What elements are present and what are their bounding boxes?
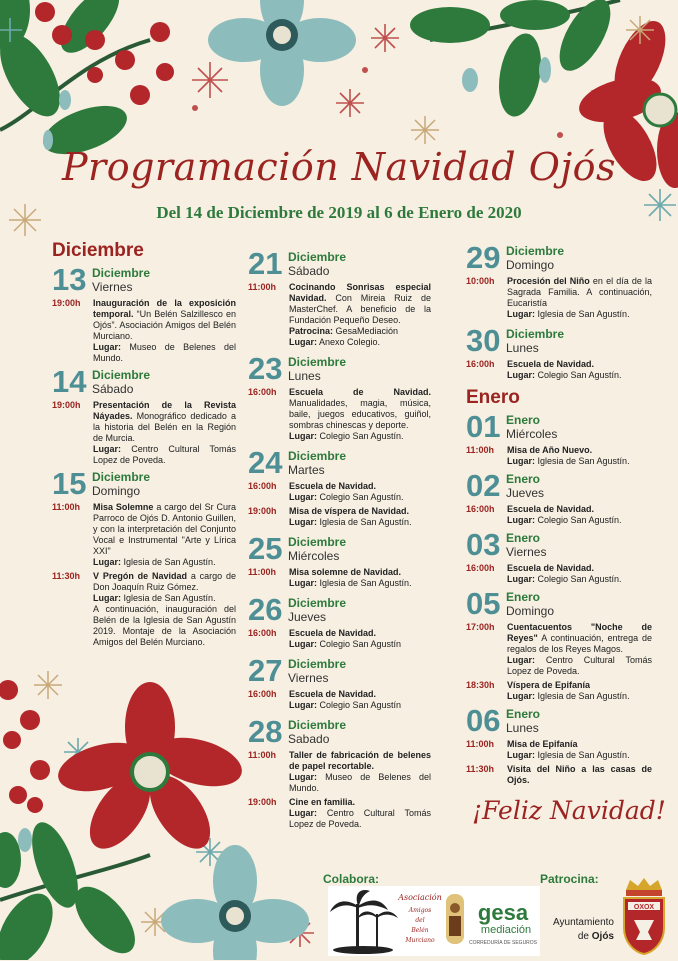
- svg-text:del: del: [415, 917, 425, 924]
- event-time: 11:00h: [466, 445, 495, 455]
- event-title: Presentación de la Revista Náyades.: [93, 400, 236, 421]
- day-name: Sábado: [92, 382, 134, 396]
- day-block: [248, 531, 431, 589]
- event-text: [507, 445, 630, 467]
- event-extra: A continuación, inauguración del Belén de la Iglesia de San Agustín 2019. Montaje de la Asociación Amigos del Belén Murciano.: [93, 604, 236, 647]
- event-lugar: Centro Cultural Tomás Lopez de Poveda.: [289, 808, 431, 829]
- day-block: [52, 466, 236, 648]
- event-row: [466, 680, 652, 702]
- day-month: Diciembre: [288, 355, 347, 369]
- day-month: Diciembre: [288, 596, 347, 610]
- event-description: Manualidades, magia, música, baile, juegos educativos, guiñol, sombras chinescas y deporte.: [289, 398, 431, 430]
- day-info: [506, 589, 554, 618]
- event-lugar-label: Lugar:: [289, 700, 317, 710]
- event-time: 17:00h: [466, 622, 495, 632]
- day-number: 24: [248, 445, 283, 480]
- column-2: [248, 246, 431, 830]
- event-time: 11:00h: [466, 739, 495, 749]
- day-name: Lunes: [506, 341, 539, 355]
- event-time: 16:00h: [466, 504, 495, 514]
- event-lugar: Iglesia de San Agustín.: [121, 593, 216, 603]
- day-info: [506, 326, 564, 355]
- svg-text:CORREDURÍA DE SEGUROS: CORREDURÍA DE SEGUROS: [468, 940, 538, 946]
- day-name: Sabado: [288, 732, 330, 746]
- day-month: Diciembre: [288, 718, 347, 732]
- day-block: [248, 351, 431, 442]
- day-info: [288, 534, 346, 563]
- event-lugar-label: Lugar:: [289, 578, 317, 588]
- day-info: [92, 469, 150, 498]
- day-info: [288, 249, 346, 278]
- day-info: [506, 530, 546, 559]
- event-text: [507, 680, 630, 702]
- day-number: 02: [466, 468, 501, 503]
- event-row: [466, 739, 652, 761]
- day-name: Viernes: [506, 545, 547, 559]
- event-row: [466, 276, 652, 320]
- town-crest-icon: [618, 876, 670, 956]
- svg-text:mediación: mediación: [480, 924, 532, 936]
- day-block: [466, 240, 653, 320]
- svg-text:Belén: Belén: [411, 927, 429, 934]
- event-title: V Pregón de Navidad: [93, 571, 187, 581]
- day-header: [248, 592, 431, 627]
- event-row: [248, 750, 431, 794]
- day-header: [248, 445, 431, 480]
- event-text: [289, 750, 431, 794]
- event-lugar: Anexo Colegio.: [317, 337, 381, 347]
- day-number: 03: [466, 527, 501, 562]
- day-name: Viernes: [92, 280, 133, 294]
- top-teal-flower: [208, 0, 356, 106]
- event-title: Escuela de Navidad.: [507, 359, 595, 369]
- event-text: [507, 359, 622, 381]
- day-name: Miércoles: [288, 549, 340, 563]
- svg-text:Amigos: Amigos: [408, 907, 432, 914]
- day-info: [288, 448, 346, 477]
- event-row: [466, 764, 652, 786]
- event-row: [248, 567, 431, 589]
- event-title: Escuela de Navidad.: [289, 689, 377, 699]
- day-number: 21: [248, 246, 283, 281]
- day-number: 06: [466, 703, 501, 738]
- event-description: en el día de la Sagrada Familia. A continuación, Eucaristía: [507, 276, 653, 308]
- event-lugar-label: Lugar:: [507, 691, 535, 701]
- event-text: [93, 502, 236, 568]
- day-month: Diciembre: [92, 266, 151, 280]
- event-title: Escuela de Navidad.: [289, 628, 377, 638]
- event-text: [93, 400, 236, 466]
- day-name: Lunes: [506, 721, 539, 735]
- event-lugar: Colegio San Agustín: [317, 700, 402, 710]
- day-header: [52, 466, 236, 501]
- event-time: 19:00h: [248, 797, 277, 807]
- day-month: Enero: [506, 531, 541, 545]
- event-lugar-label: Lugar:: [507, 456, 535, 466]
- ayuntamiento-line2-prefix: de: [577, 931, 592, 942]
- bottom-left-berries: [0, 680, 50, 813]
- event-description: a cargo del Sr Cura Parroco de Ojós D. Antonio Guillen, y con la interpretación del Conjunto Vocal e Instrumental "Arte y Lírica XXI": [93, 502, 236, 556]
- event-lugar-label: Lugar:: [93, 557, 121, 567]
- day-block: [248, 246, 431, 348]
- day-month: Diciembre: [92, 368, 151, 382]
- event-row: [52, 571, 236, 648]
- event-title: Víspera de Epifanía: [507, 680, 591, 690]
- event-title: Cuentacuentos "Noche de Reyes": [507, 622, 652, 643]
- event-text: [289, 628, 401, 650]
- day-block: [248, 445, 431, 528]
- event-lugar-label: Lugar:: [507, 655, 535, 665]
- day-block: [52, 262, 236, 364]
- top-left-leaves: [0, 0, 150, 164]
- day-number: 25: [248, 531, 283, 566]
- feliz-navidad: ¡Feliz Navidad!: [472, 796, 666, 825]
- day-block: [248, 592, 431, 650]
- event-description: Monográfico dedicado a la historia del Belén en la Región de Murcia.: [93, 411, 236, 443]
- event-text: [289, 481, 404, 503]
- day-name: Domingo: [506, 604, 555, 618]
- day-block: [466, 409, 652, 467]
- day-month: Diciembre: [288, 449, 347, 463]
- event-title: Visita del Niño a las casas de Ojós.: [507, 764, 652, 785]
- event-lugar: Iglesia de San Agustín.: [535, 456, 630, 466]
- logos-graphic: [328, 886, 540, 956]
- day-block: [466, 468, 652, 526]
- colabora-label: Colabora:: [323, 872, 380, 886]
- day-month: Enero: [506, 707, 541, 721]
- event-time: 11:00h: [248, 282, 277, 292]
- event-title: Misa de víspera de Navidad.: [289, 506, 410, 516]
- day-month: Diciembre: [288, 657, 347, 671]
- event-title: Cocinando Sonrisas especial Navidad.: [289, 282, 431, 303]
- day-number: 30: [466, 323, 501, 358]
- ayuntamiento-label: [542, 916, 614, 944]
- event-time: 11:30h: [466, 764, 495, 774]
- event-row: [466, 445, 652, 467]
- nativity-logo-icon: [446, 894, 464, 944]
- event-time: 16:00h: [466, 563, 495, 573]
- day-info: [288, 354, 346, 383]
- day-month: Diciembre: [506, 327, 565, 341]
- month-heading-january: Enero: [466, 387, 520, 408]
- event-text: [93, 298, 236, 364]
- event-time: 19:00h: [52, 298, 81, 308]
- event-lugar: Colegio San Agustín.: [535, 574, 622, 584]
- event-title: Cine en familia.: [289, 797, 356, 807]
- event-description: “Un Belén Salzillesco en Ojós”. Asociación Amigos del Belén Murciano.: [93, 309, 236, 341]
- column-3: [466, 240, 652, 786]
- event-lugar: Centro Cultural Tomás Lopez de Poveda.: [93, 444, 236, 465]
- event-patrocina-label: Patrocina:: [289, 326, 334, 336]
- event-text: [289, 797, 431, 830]
- day-header: [466, 240, 652, 275]
- event-lugar-label: Lugar:: [289, 492, 317, 502]
- day-number: 28: [248, 714, 283, 749]
- day-number: 29: [466, 240, 501, 275]
- event-text: [93, 571, 236, 648]
- day-month: Enero: [506, 472, 541, 486]
- day-number: 27: [248, 653, 283, 688]
- day-block: [52, 364, 236, 466]
- event-row: [52, 400, 236, 466]
- day-info: [288, 595, 346, 624]
- event-title: Procesión del Niño: [507, 276, 590, 286]
- day-header: [466, 703, 652, 738]
- event-row: [52, 502, 236, 568]
- day-month: Diciembre: [288, 535, 347, 549]
- event-lugar: Colegio San Agustín.: [535, 370, 622, 380]
- event-row: [248, 628, 431, 650]
- day-name: Domingo: [506, 258, 555, 272]
- event-lugar: Iglesia de San Agustín.: [121, 557, 216, 567]
- day-info: [288, 717, 346, 746]
- day-block: [466, 586, 652, 702]
- event-text: [289, 689, 401, 711]
- event-time: 10:00h: [466, 276, 495, 286]
- event-title: Taller de fabricación de belenes de papel recortable.: [289, 750, 431, 771]
- event-time: 11:00h: [248, 750, 277, 760]
- event-patrocina: GesaMediación: [333, 326, 399, 336]
- day-name: Domingo: [92, 484, 141, 498]
- event-row: [248, 506, 431, 528]
- day-name: Sábado: [288, 264, 330, 278]
- day-header: [52, 262, 236, 297]
- event-title: Misa de Epifanía: [507, 739, 578, 749]
- day-number: 15: [52, 466, 87, 501]
- svg-text:Murciano: Murciano: [405, 937, 435, 944]
- event-lugar-label: Lugar:: [507, 309, 535, 319]
- day-month: Enero: [506, 413, 541, 427]
- event-lugar: Museo de Belenes del Mundo.: [93, 342, 236, 363]
- event-title: Escuela de Navidad.: [289, 481, 377, 491]
- bottom-left-poinsettia: [53, 682, 247, 859]
- event-lugar-label: Lugar:: [93, 444, 121, 454]
- event-lugar: Centro Cultural Tomás Lopez de Poveda.: [507, 655, 652, 676]
- event-time: 16:00h: [248, 628, 277, 638]
- event-lugar-label: Lugar:: [289, 639, 317, 649]
- event-row: [466, 359, 652, 381]
- event-row: [248, 797, 431, 830]
- event-lugar: Museo de Belenes del Mundo.: [289, 772, 431, 793]
- day-header: [248, 653, 431, 688]
- day-info: [92, 265, 150, 294]
- event-description: a cargo de Don Joaquín Ruiz Gómez.: [93, 571, 236, 592]
- day-header: [466, 527, 652, 562]
- event-text: [289, 567, 412, 589]
- event-title: Escuela de Navidad.: [507, 563, 595, 573]
- event-row: [248, 387, 431, 442]
- day-block: [466, 323, 652, 381]
- day-name: Lunes: [288, 369, 321, 383]
- day-header: [248, 246, 431, 281]
- event-text: [289, 387, 431, 442]
- day-name: Martes: [288, 463, 325, 477]
- event-title: Misa Solemne: [93, 502, 154, 512]
- day-info: [506, 706, 540, 735]
- asociacion-logo-text: Asociación: [398, 893, 442, 902]
- day-number: 01: [466, 409, 501, 444]
- event-time: 16:00h: [248, 481, 277, 491]
- event-description: Con Mireia Ruiz de MasterChef. A beneficio de la Fundación Pequeño Deseo.: [289, 293, 431, 325]
- event-lugar: Iglesia de San Agustín.: [317, 578, 412, 588]
- event-text: [507, 764, 652, 786]
- day-name: Jueves: [288, 610, 327, 624]
- page-title: Programación Navidad Ojós: [61, 145, 617, 189]
- event-lugar-label: Lugar:: [507, 750, 535, 760]
- day-name: Viernes: [288, 671, 329, 685]
- day-info: [506, 412, 557, 441]
- day-header: [466, 586, 652, 621]
- event-row: [248, 481, 431, 503]
- day-month: Diciembre: [288, 250, 347, 264]
- day-name: Miércoles: [506, 427, 558, 441]
- day-block: [466, 703, 652, 786]
- event-time: 11:00h: [52, 502, 81, 512]
- day-number: 05: [466, 586, 501, 621]
- event-time: 18:30h: [466, 680, 495, 690]
- day-info: [288, 656, 346, 685]
- gesa-logo-text: gesa: [477, 900, 529, 925]
- day-header: [248, 714, 431, 749]
- event-lugar: Iglesia de San Agustín.: [535, 309, 630, 319]
- day-header: [248, 351, 431, 386]
- event-lugar: Colegio San Agustín: [317, 639, 402, 649]
- day-header: [466, 323, 652, 358]
- day-header: [52, 364, 236, 399]
- patrocina-label: Patrocina:: [540, 872, 599, 886]
- event-time: 19:00h: [248, 506, 277, 516]
- event-lugar-label: Lugar:: [289, 772, 317, 782]
- ayuntamiento-line1: Ayuntamiento: [553, 917, 614, 928]
- day-month: Diciembre: [506, 244, 565, 258]
- event-title: Escuela de Navidad.: [507, 504, 595, 514]
- event-lugar-label: Lugar:: [507, 515, 535, 525]
- event-time: 16:00h: [466, 359, 495, 369]
- day-number: 23: [248, 351, 283, 386]
- event-lugar-label: Lugar:: [507, 370, 535, 380]
- bottom-teal-flower: [161, 845, 309, 960]
- day-header: [466, 468, 652, 503]
- event-lugar: Colegio San Agustín.: [317, 492, 404, 502]
- event-row: [466, 504, 652, 526]
- event-text: [289, 506, 412, 528]
- day-block: [248, 714, 431, 830]
- event-time: 16:00h: [248, 387, 277, 397]
- event-title: Inauguración de la exposición temporal.: [93, 298, 236, 319]
- event-lugar-label: Lugar:: [507, 574, 535, 584]
- crest-text: OXOX: [633, 904, 655, 911]
- event-text: [507, 563, 622, 585]
- day-header: [248, 531, 431, 566]
- event-description: A continuación, entrega de regalos de los Reyes Magos.: [507, 633, 652, 654]
- sponsor-logos: [328, 886, 540, 956]
- day-month: Enero: [506, 590, 541, 604]
- event-time: 19:00h: [52, 400, 81, 410]
- event-lugar-label: Lugar:: [289, 431, 317, 441]
- event-time: 11:30h: [52, 571, 81, 581]
- event-row: [248, 282, 431, 348]
- event-lugar: Colegio San Agustín.: [535, 515, 622, 525]
- day-number: 14: [52, 364, 87, 399]
- event-title: Misa de Año Nuevo.: [507, 445, 593, 455]
- event-row: [52, 298, 236, 364]
- event-lugar: Iglesia de San Agustín.: [535, 750, 630, 760]
- day-info: [506, 471, 544, 500]
- day-block: [248, 653, 431, 711]
- day-info: [92, 367, 150, 396]
- day-block: [466, 527, 652, 585]
- event-text: [289, 282, 431, 348]
- event-title: Misa solemne de Navidad.: [289, 567, 402, 577]
- day-name: Jueves: [506, 486, 545, 500]
- event-lugar-label: Lugar:: [93, 593, 121, 603]
- event-lugar-label: Lugar:: [289, 337, 317, 347]
- day-month: Diciembre: [92, 470, 151, 484]
- event-row: [248, 689, 431, 711]
- day-number: 26: [248, 592, 283, 627]
- page-subtitle: Del 14 de Diciembre de 2019 al 6 de Enero de 2020: [156, 203, 522, 222]
- column-1: [52, 240, 236, 648]
- event-text: [507, 504, 622, 526]
- ayuntamiento-ojos: Ojós: [591, 931, 614, 942]
- event-lugar-label: Lugar:: [289, 517, 317, 527]
- palm-tree-logo-icon: [330, 890, 398, 954]
- event-text: [507, 276, 652, 320]
- day-number: 13: [52, 262, 87, 297]
- event-lugar-label: Lugar:: [289, 808, 317, 818]
- day-header: [466, 409, 652, 444]
- event-text: [507, 622, 652, 677]
- event-time: 11:00h: [248, 567, 277, 577]
- event-lugar-label: Lugar:: [93, 342, 121, 352]
- month-heading-december: Diciembre: [52, 240, 144, 261]
- event-row: [466, 622, 652, 677]
- event-title: Escuela de Navidad.: [289, 387, 431, 397]
- event-text: [507, 739, 630, 761]
- event-time: 16:00h: [248, 689, 277, 699]
- event-lugar: Iglesia de San Agustín.: [317, 517, 412, 527]
- day-info: [506, 243, 564, 272]
- event-row: [466, 563, 652, 585]
- event-lugar: Iglesia de San Agustín.: [535, 691, 630, 701]
- event-lugar: Colegio San Agustín.: [317, 431, 404, 441]
